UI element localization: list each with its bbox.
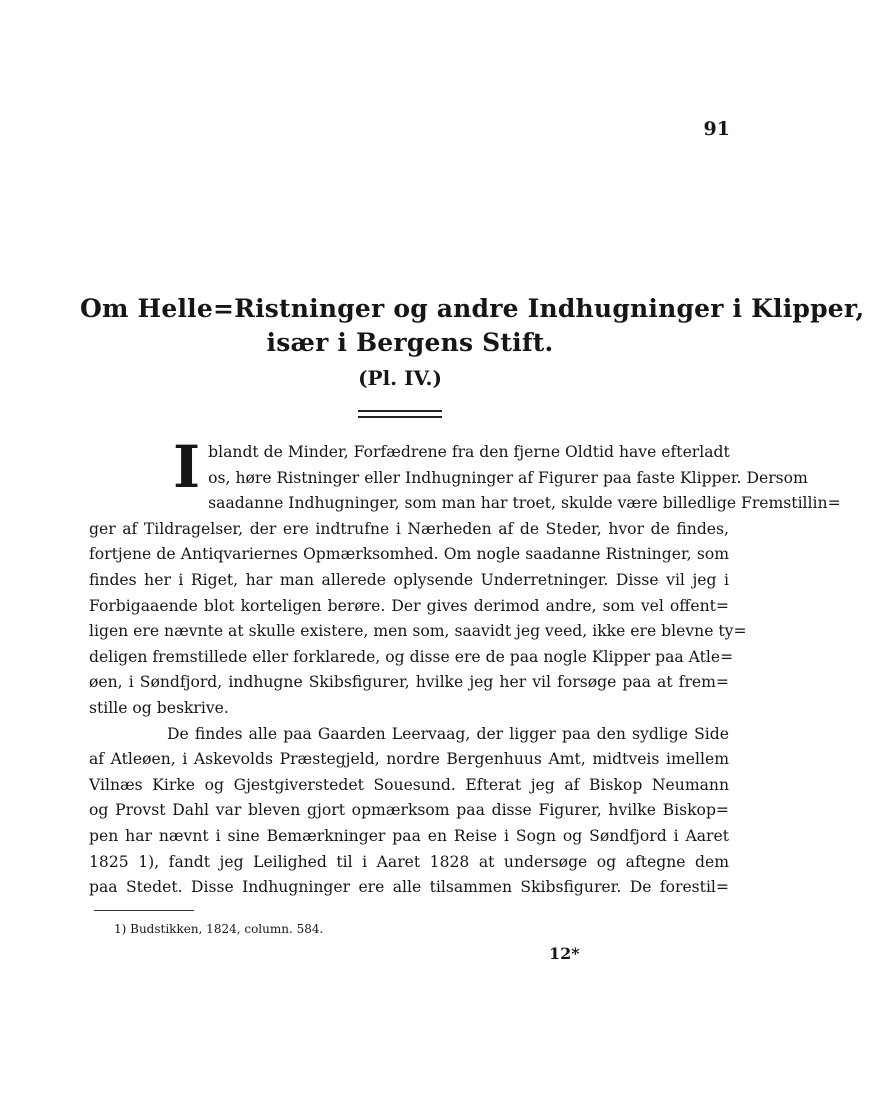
text-line: blandt de Minder, Forfædrene fra den fjerne Oldtid have efterladt [208,443,730,461]
text-line: Forbigaaende blot korteligen berøre. Der gives derimod andre, som vel offent= [89,596,729,615]
title-line-1: Om Helle=Ristninger og andre Indhugninger i Klipper, [80,294,865,323]
text-line: deligen fremstillede eller forklarede, og disse ere de paa nogle Klipper paa Atle= [89,647,734,666]
text-line: øen, i Søndfjord, indhugne Skibsfigurer, hvilke jeg her vil forsøge paa at frem= [89,673,729,692]
text-line: paa Stedet. Disse Indhugninger ere alle tilsammen Skibsfigurer. De forestil= [89,878,729,897]
page-number: 91 [703,118,730,140]
text-line: ligen ere nævnte at skulle existere, men som, saavidt jeg veed, ikke ere blevne ty= [89,622,747,641]
text-line: os, høre Ristninger eller Indhugninger af Figurer paa faste Klipper. Dersom [208,468,808,487]
article-title [80,292,865,360]
title-divider [358,410,442,418]
body-text [89,433,841,901]
footnote: 1) Budstikken, 1824, column. 584. [114,922,324,936]
text-line: 1825 1), fandt jeg Leilighed til i Aaret 1828 at undersøge og aftegne dem [89,852,729,871]
text-line: De findes alle paa Gaarden Leervaag, der ligger paa den sydlige Side [167,724,729,743]
text-line: Vilnæs Kirke og Gjestgiverstedet Souesund. Efterat jeg af Biskop Neumann [89,775,729,794]
plate-reference: (Pl. IV.) [358,366,442,390]
text-line: pen har nævnt i sine Bemærkninger paa en Reise i Sogn og Søndfjord i Aaret [89,826,729,845]
text-line: og Provst Dahl var bleven gjort opmærksom paa disse Figurer, hvilke Biskop= [89,801,729,820]
text-line: af Atleøen, i Askevolds Præstegjeld, nordre Bergenhuus Amt, midtveis imellem [89,750,729,769]
text-line: findes her i Riget, har man allerede oplysende Underretninger. Disse vil jeg i [89,570,729,589]
title-line-2: især i Bergens Stift. [266,328,554,357]
text-line: saadanne Indhugninger, som man har troet, skulde være billedlige Fremstillin= [208,494,841,513]
footnote-divider [94,910,194,911]
signature-mark: 12* [549,944,580,963]
text-line: stille og beskrive. [89,698,229,717]
drop-capital: I [173,433,201,501]
text-line: ger af Tildragelser, der ere indtrufne i Nærheden af de Steder, hvor de findes, [89,519,729,538]
text-line: fortjene de Antiqvariernes Opmærksomhed. Om nogle saadanne Ristninger, som [89,545,729,564]
